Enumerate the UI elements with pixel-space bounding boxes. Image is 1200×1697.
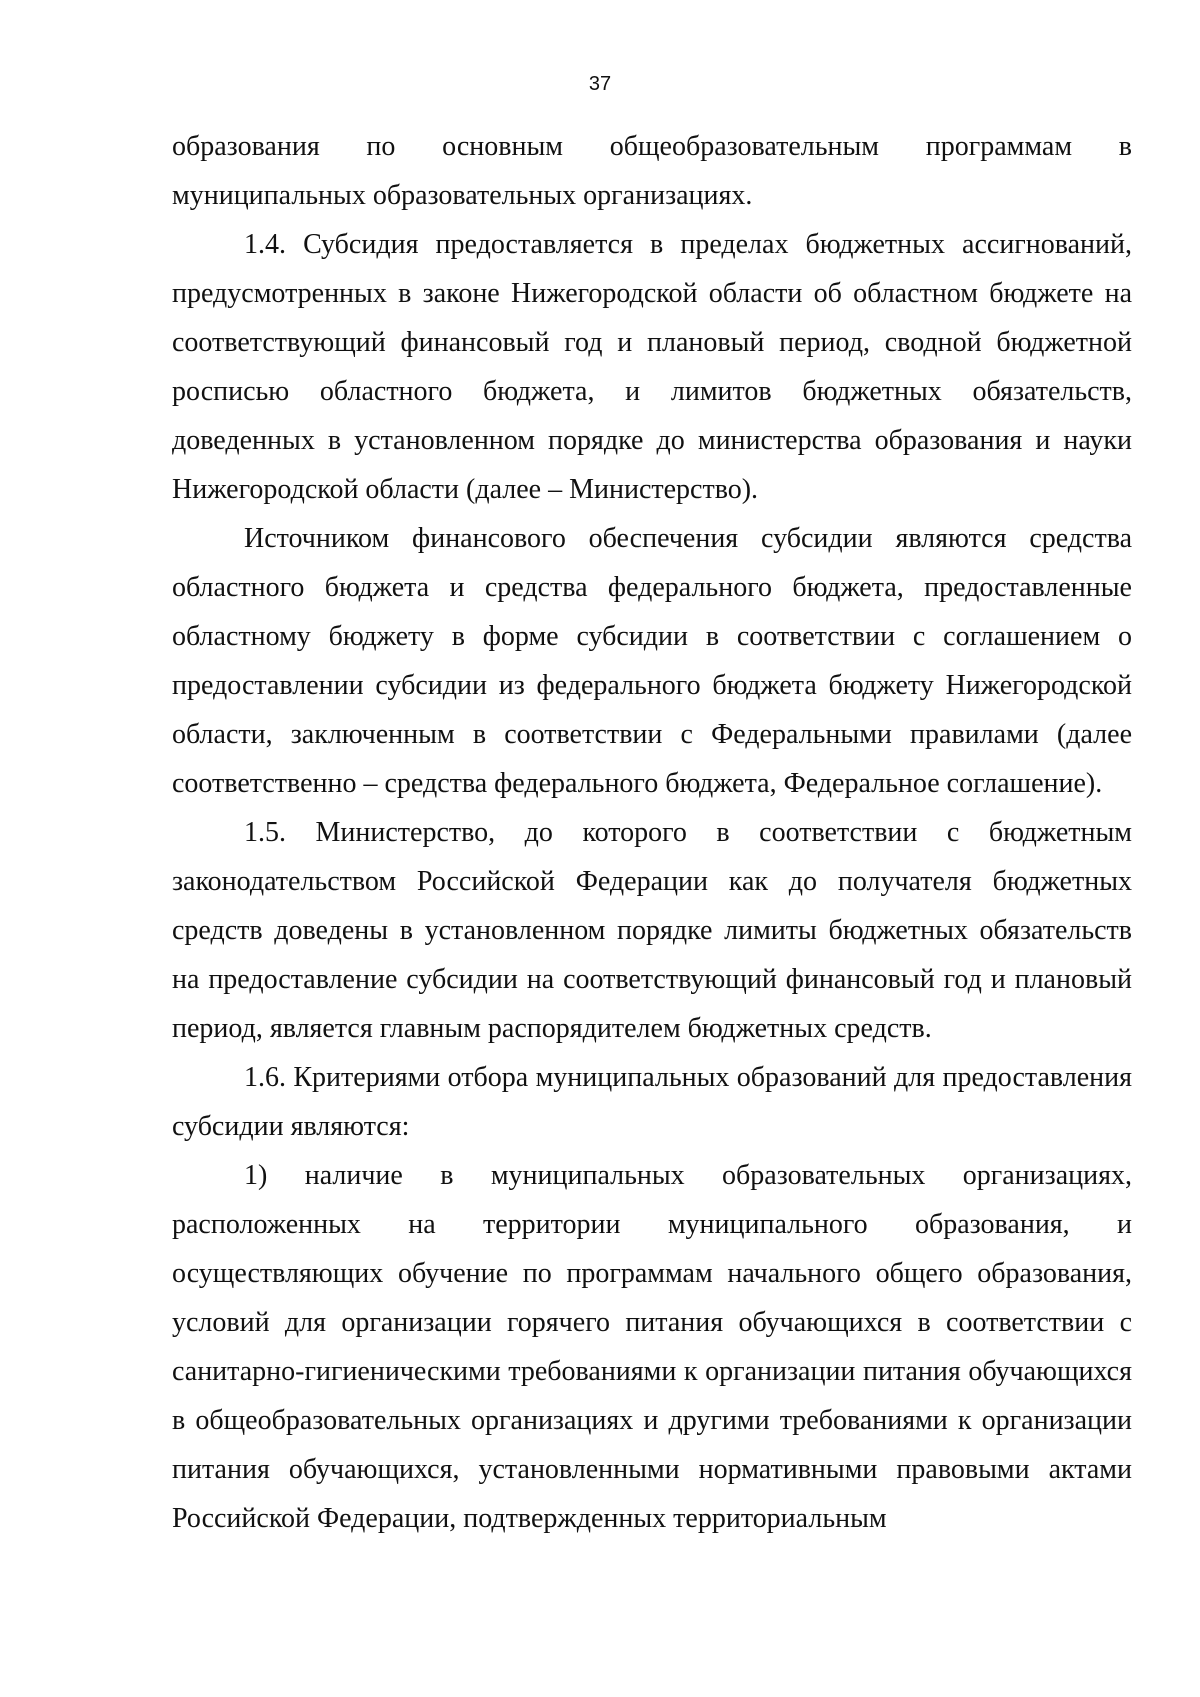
paragraph-criterion-1: 1) наличие в муниципальных образовательных организациях, расположенных на территории муниципального образования, и осуществляющих обучение по программам начального общего образования, условий для организации горячего питания обучающихся в соответствии с санитарно-гигиеническими требованиями к организации питания обучающихся в общеобразовательных организациях и другими требованиями к организации питания обучающихся, установленными нормативными правовыми актами Российской Федерации, подтвержденных территориальным [172,1160,1132,1534]
document-body [172,122,1132,1543]
paragraph-1-5: 1.5. Министерство, до которого в соответствии с бюджетным законодательством Российской Федерации как до получателя бюджетных средств доведены в установленном порядке лимиты бюджетных обязательств на предоставление субсидии на соответствующий финансовый год и плановый период, является главным распорядителем бюджетных средств. [172,817,1132,1044]
paragraph-1-4: 1.4. Субсидия предоставляется в пределах бюджетных ассигнований, предусмотренных в законе Нижегородской области об областном бюджете на соответствующий финансовый год и плановый период, сводной бюджетной росписью областного бюджета, и лимитов бюджетных обязательств, доведенных в установленном порядке до министерства образования и науки Нижегородской области (далее – Министерство). [172,229,1132,505]
paragraph-continuation: образования по основным общеобразовательным программам в муниципальных образовательных организациях. [172,131,1132,211]
page-number: 37 [588,73,612,95]
paragraph-funding-source: Источником финансового обеспечения субсидии являются средства областного бюджета и средства федерального бюджета, предоставленные областному бюджету в форме субсидии в соответствии с соглашением о предоставлении субсидии из федерального бюджета бюджету Нижегородской области, заключенным в соответствии с Федеральными правилами (далее соответственно – средства федерального бюджета, Федеральное соглашение). [172,523,1132,799]
paragraph-1-6: 1.6. Критериями отбора муниципальных образований для предоставления субсидии являются: [172,1062,1132,1142]
